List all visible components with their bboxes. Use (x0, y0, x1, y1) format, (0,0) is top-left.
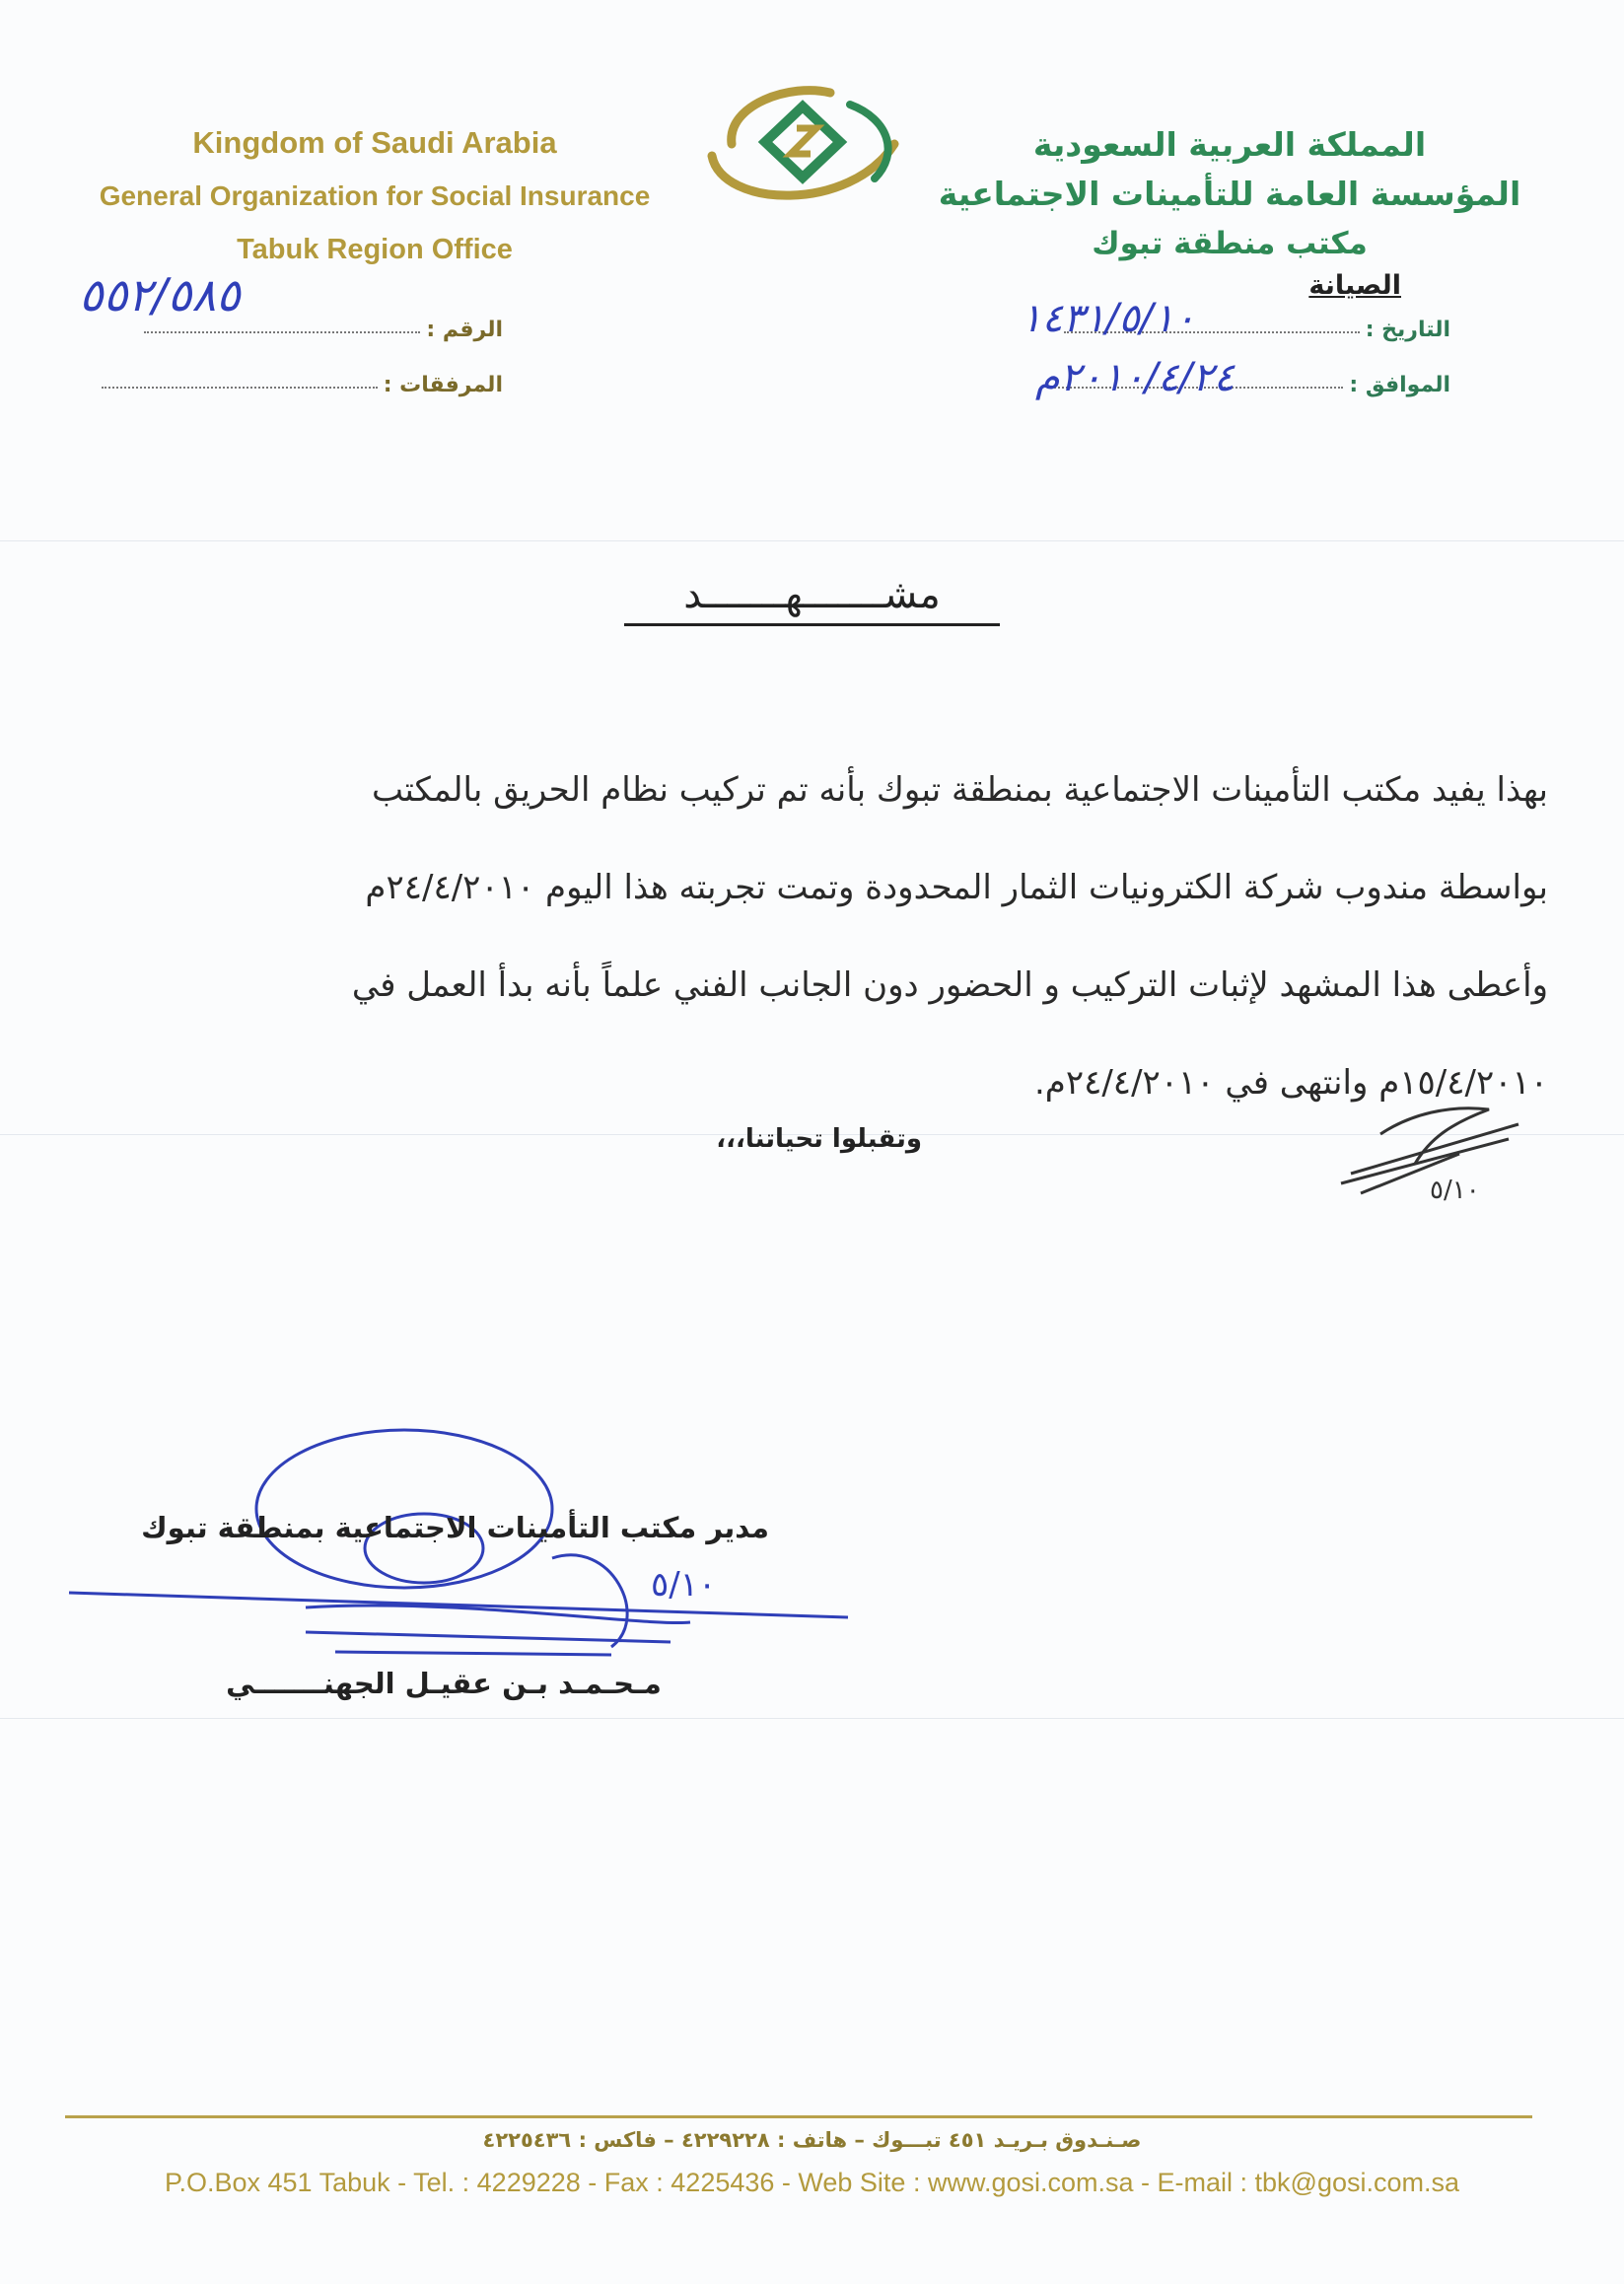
footer-divider (65, 2115, 1532, 2118)
arabic-letterhead (924, 120, 1535, 268)
paraph-note: ٥/١٠ (1430, 1176, 1480, 1203)
letterhead-country-ar: المملكة العربية السعودية (1032, 125, 1427, 164)
closing-greeting: وتقبلوا تحياتنا،،، (716, 1124, 922, 1154)
handwritten-signature (59, 1420, 887, 1696)
department-label: الصيانة (1308, 270, 1401, 301)
signature-date-note: ٥/١٠ (651, 1565, 717, 1605)
reference-number-label: الرقم : (426, 318, 503, 342)
footer-contact-english: P.O.Box 451 Tabuk - Tel. : 4229228 - Fax : 4225436 - Web Site : www.gosi.com.sa - E-mail : tbk@gosi.com.sa (164, 2168, 1460, 2197)
letterhead-country: Kingdom of Saudi Arabia (192, 125, 557, 160)
attachments-field (102, 373, 503, 397)
body-line: بهذا يفيد مكتب التأمينات الاجتماعية بمنطقة تبوك بأنه تم تركيب نظام الحريق بالمكتب (372, 770, 1548, 810)
signatory-title: مدير مكتب التأمينات الاجتماعية بمنطقة تبوك (141, 1511, 769, 1544)
handwritten-corresponding-date: ٢٠١٠/٤/٢٤م (1035, 355, 1236, 400)
footer-contact-arabic: صـنـدوق بـريـد ٤٥١ تبـــوك – هاتف : ٤٢٢٩٢٢٨ – فاكس : ٤٢٢٥٤٣٦ (482, 2128, 1142, 2152)
letterhead-office-ar: مكتب منطقة تبوك (1092, 226, 1368, 261)
letter-body (94, 742, 1548, 1132)
letterhead-organization-ar: المؤسسة العامة للتأمينات الاجتماعية (938, 175, 1521, 213)
paper-fold (0, 540, 1624, 541)
body-line: وأعطى هذا المشهد لإثبات التركيب و الحضور دون الجانب الفني علماً بأنه بدأ العمل في (351, 965, 1548, 1005)
handwritten-date: ١٤٣١/٥/١٠ (1021, 296, 1196, 341)
body-line: ١٥/٤/٢٠١٠م وانتهى في ٢٤/٤/٢٠١٠م. (1033, 1063, 1548, 1103)
paper-fold (0, 1718, 1624, 1719)
initials-paraph (1321, 1095, 1528, 1203)
document-title (0, 572, 1624, 617)
attachments-label: المرفقات : (383, 373, 503, 397)
english-letterhead (39, 116, 710, 276)
body-line: بواسطة مندوب شركة الكترونيات الثمار المحدودة وتمت تجربته هذا اليوم ٢٤/٤/٢٠١٠م (365, 868, 1548, 907)
date-label: التاريخ : (1365, 318, 1450, 342)
letterhead-office: Tabuk Region Office (237, 234, 513, 265)
document-title-text: مشـــــــهـــــــد (624, 572, 1000, 626)
letterhead-organization: General Organization for Social Insurance (99, 180, 651, 211)
handwritten-reference-number: ٥٥٢/٥٨٥ (79, 268, 241, 321)
corresponding-date-label: الموافق : (1349, 373, 1450, 397)
signatory-name: مـحـمـد بـن عقيـل الجهنـــــــي (226, 1667, 662, 1700)
gosi-logo-icon (702, 85, 904, 213)
